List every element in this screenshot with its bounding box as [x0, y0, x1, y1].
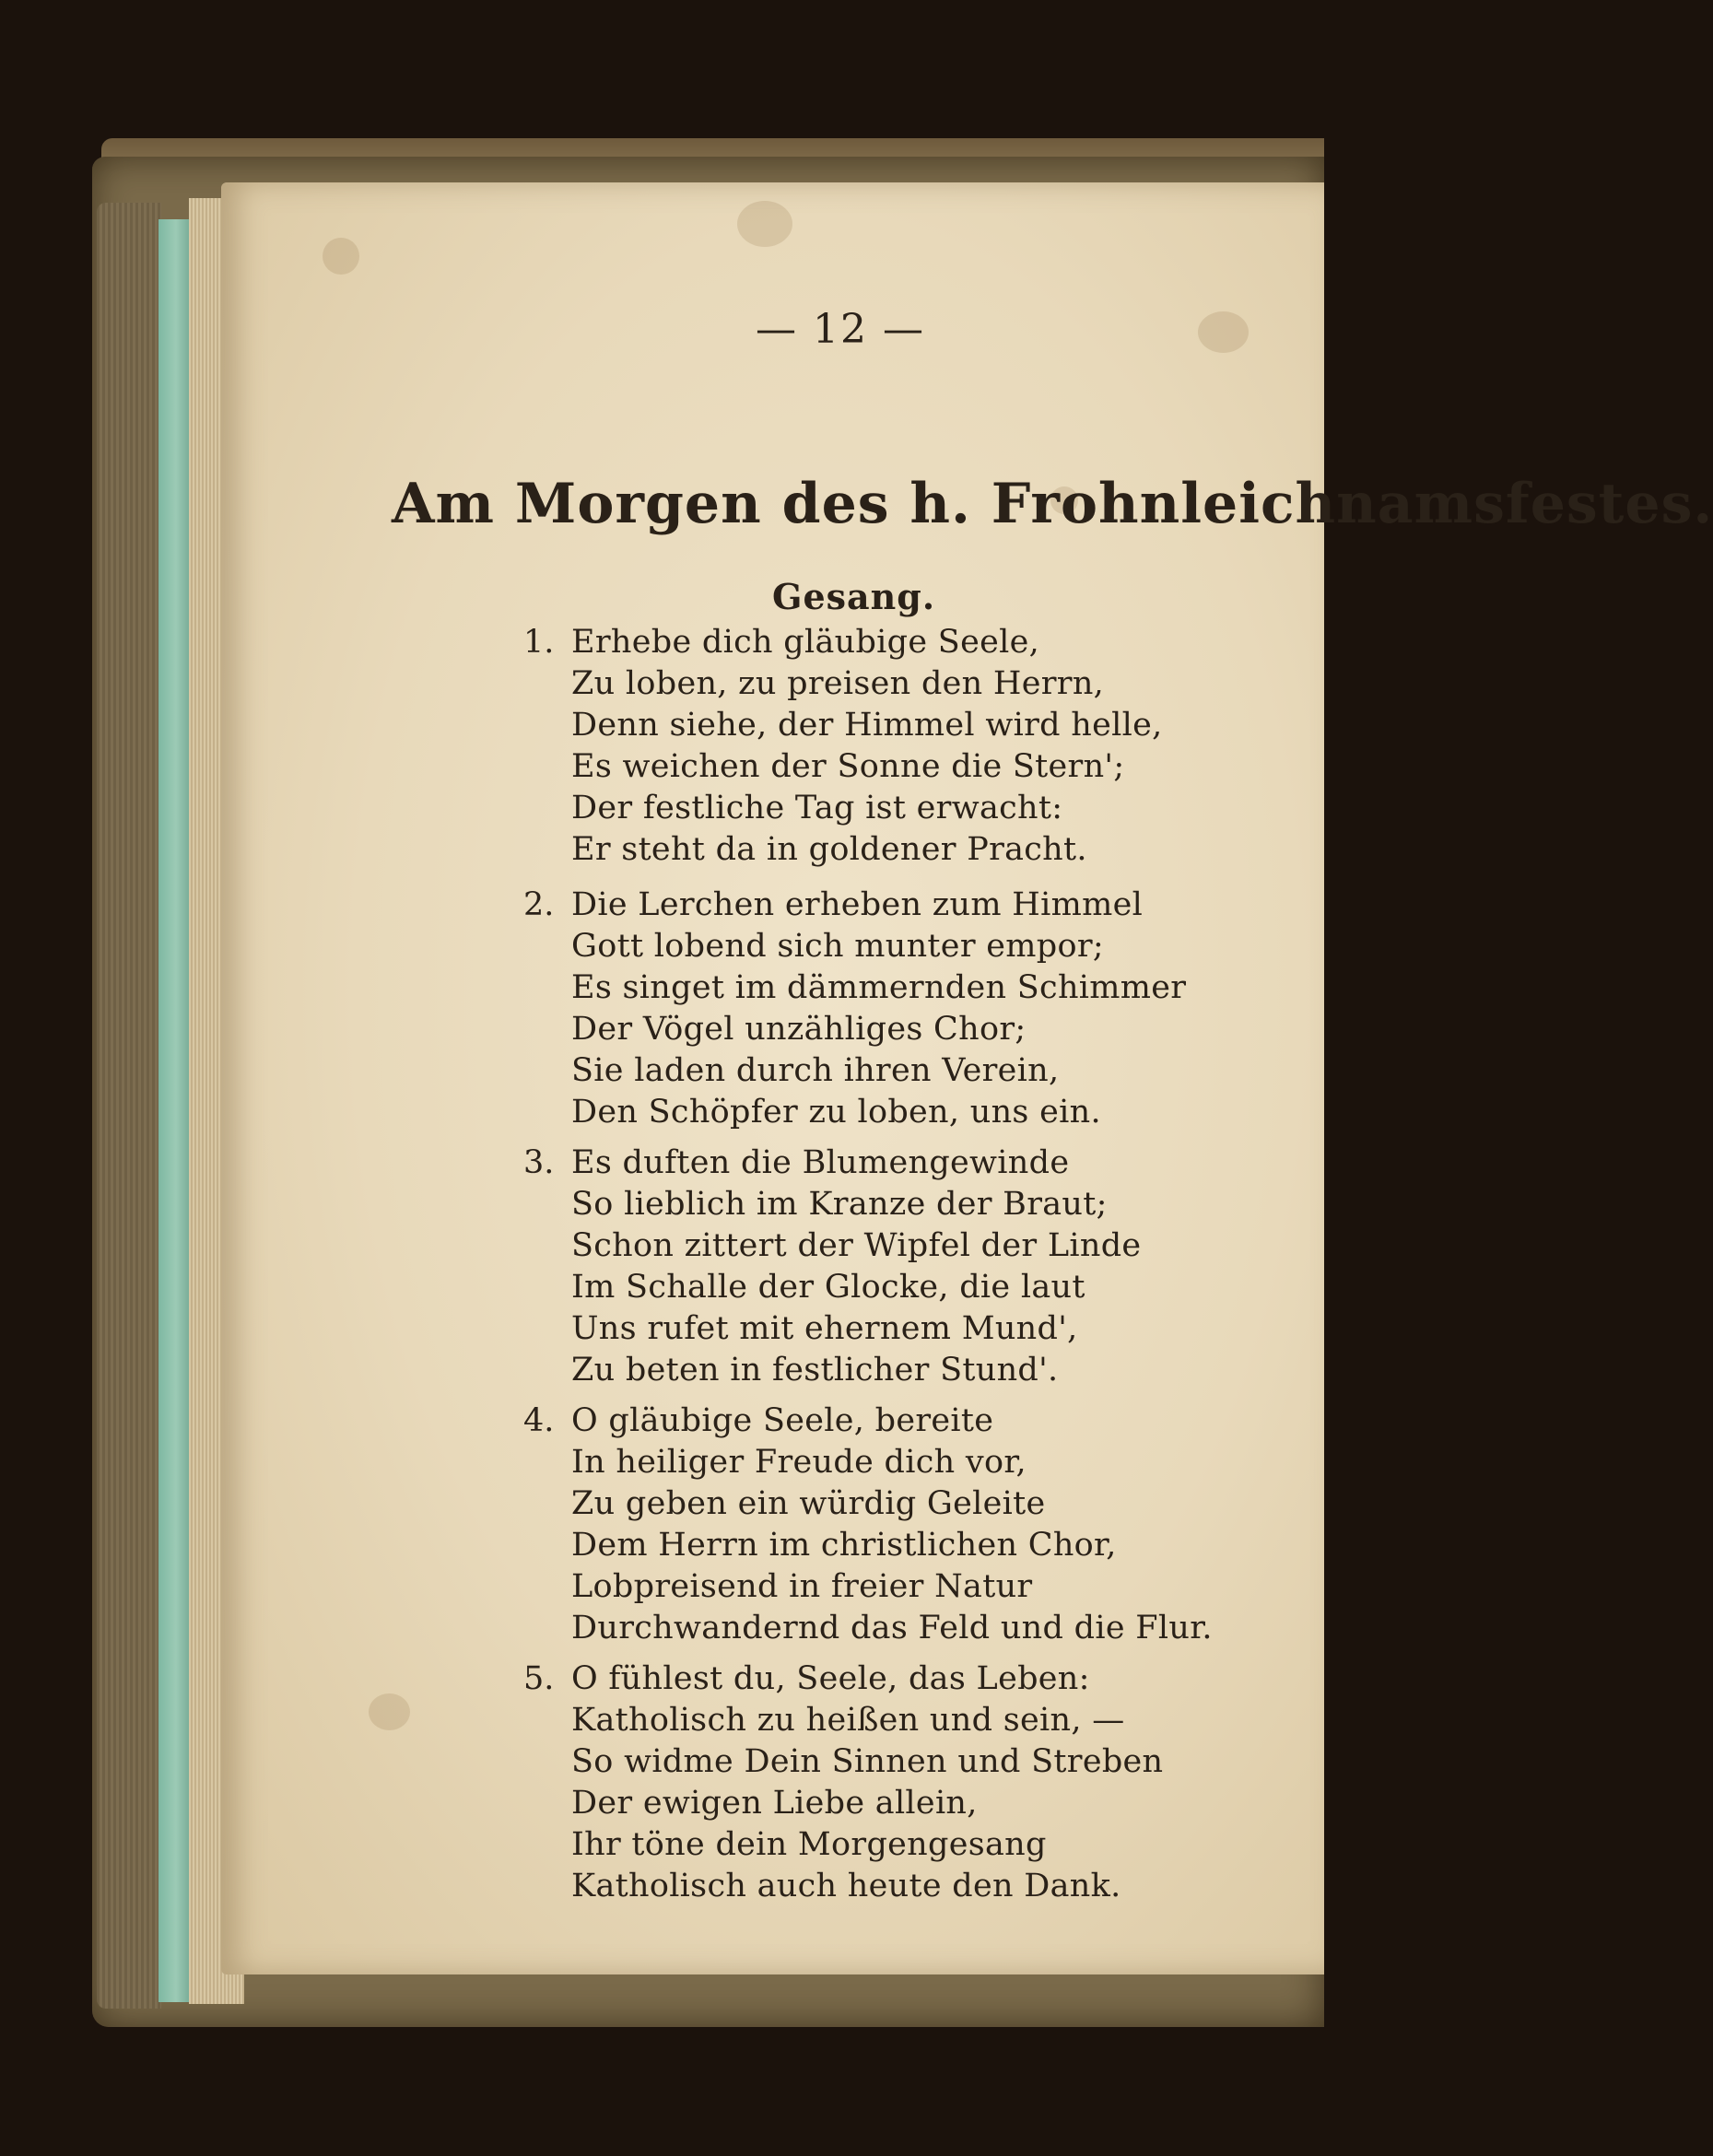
verse-line: Zu loben, zu preisen den Herrn, [571, 665, 1105, 702]
page-title: Am Morgen des h. Frohnleichnamsfestes. [392, 472, 1713, 536]
foxing-stain [1198, 311, 1249, 353]
verse-line: Es duften die Blumengewinde [571, 1144, 1070, 1181]
foxing-stain [369, 1693, 410, 1730]
stanza-number: 4. [523, 1402, 555, 1439]
stanza-number: 1. [523, 624, 555, 661]
verse-line: Der festliche Tag ist erwacht: [571, 790, 1063, 826]
verse-line: Der ewigen Liebe allein, [571, 1785, 978, 1822]
stanza [523, 1400, 1213, 1649]
verse-line: Gott lobend sich munter empor; [571, 928, 1104, 965]
verse-line: Sie laden durch ihren Verein, [571, 1052, 1060, 1089]
verse-line: Es singet im dämmernden Schimmer [571, 969, 1187, 1006]
stanza-number: 2. [523, 886, 555, 923]
verse-line: Lobpreisend in freier Natur [571, 1568, 1033, 1605]
verse-line: Zu beten in festlicher Stund'. [571, 1352, 1059, 1389]
verse-line: Uns rufet mit ehernem Mund', [571, 1310, 1078, 1347]
verse-line: Erhebe dich gläubige Seele, [571, 624, 1040, 661]
verse-line: So lieblich im Kranze der Braut; [571, 1186, 1108, 1223]
stanza [523, 1142, 1142, 1391]
stanza [523, 885, 1187, 1133]
stanza-number: 5. [523, 1660, 555, 1697]
verse-line: Katholisch zu heißen und sein, — [571, 1702, 1125, 1739]
verse-line: O gläubige Seele, bereite [571, 1402, 994, 1439]
verse-line: Es weichen der Sonne die Stern'; [571, 748, 1125, 785]
verse-line: Der Vögel unzähliges Chor; [571, 1011, 1027, 1048]
subtitle: Gesang. [772, 576, 936, 617]
stanza-number: 3. [523, 1144, 555, 1181]
verse-line: In heiliger Freude dich vor, [571, 1444, 1027, 1481]
verse-line: Schon zittert der Wipfel der Linde [571, 1227, 1142, 1264]
verse-line: Im Schalle der Glocke, die laut [571, 1269, 1085, 1306]
verse-line: Er steht da in goldener Pracht. [571, 831, 1087, 868]
verse-line: Katholisch auch heute den Dank. [571, 1868, 1121, 1904]
verse-line: Denn siehe, der Himmel wird helle, [571, 707, 1163, 744]
verse-line: So widme Dein Sinnen und Streben [571, 1743, 1164, 1780]
verse-line: Dem Herrn im christlichen Chor, [571, 1527, 1117, 1564]
stanza [523, 622, 1163, 871]
stanza [523, 1658, 1164, 1907]
foxing-stain [323, 238, 359, 275]
verse-line: Die Lerchen erheben zum Himmel [571, 886, 1144, 923]
book-spine [97, 203, 161, 2009]
verse-line: Den Schöpfer zu loben, uns ein. [571, 1094, 1101, 1131]
foxing-stain [737, 201, 792, 247]
verse-line: O fühlest du, Seele, das Leben: [571, 1660, 1090, 1697]
page-number: — 12 — [756, 306, 925, 353]
verse-line: Zu geben ein würdig Geleite [571, 1485, 1046, 1522]
verse-line: Durchwandernd das Feld und die Flur. [571, 1610, 1213, 1646]
verse-line: Ihr töne dein Morgengesang [571, 1826, 1047, 1863]
